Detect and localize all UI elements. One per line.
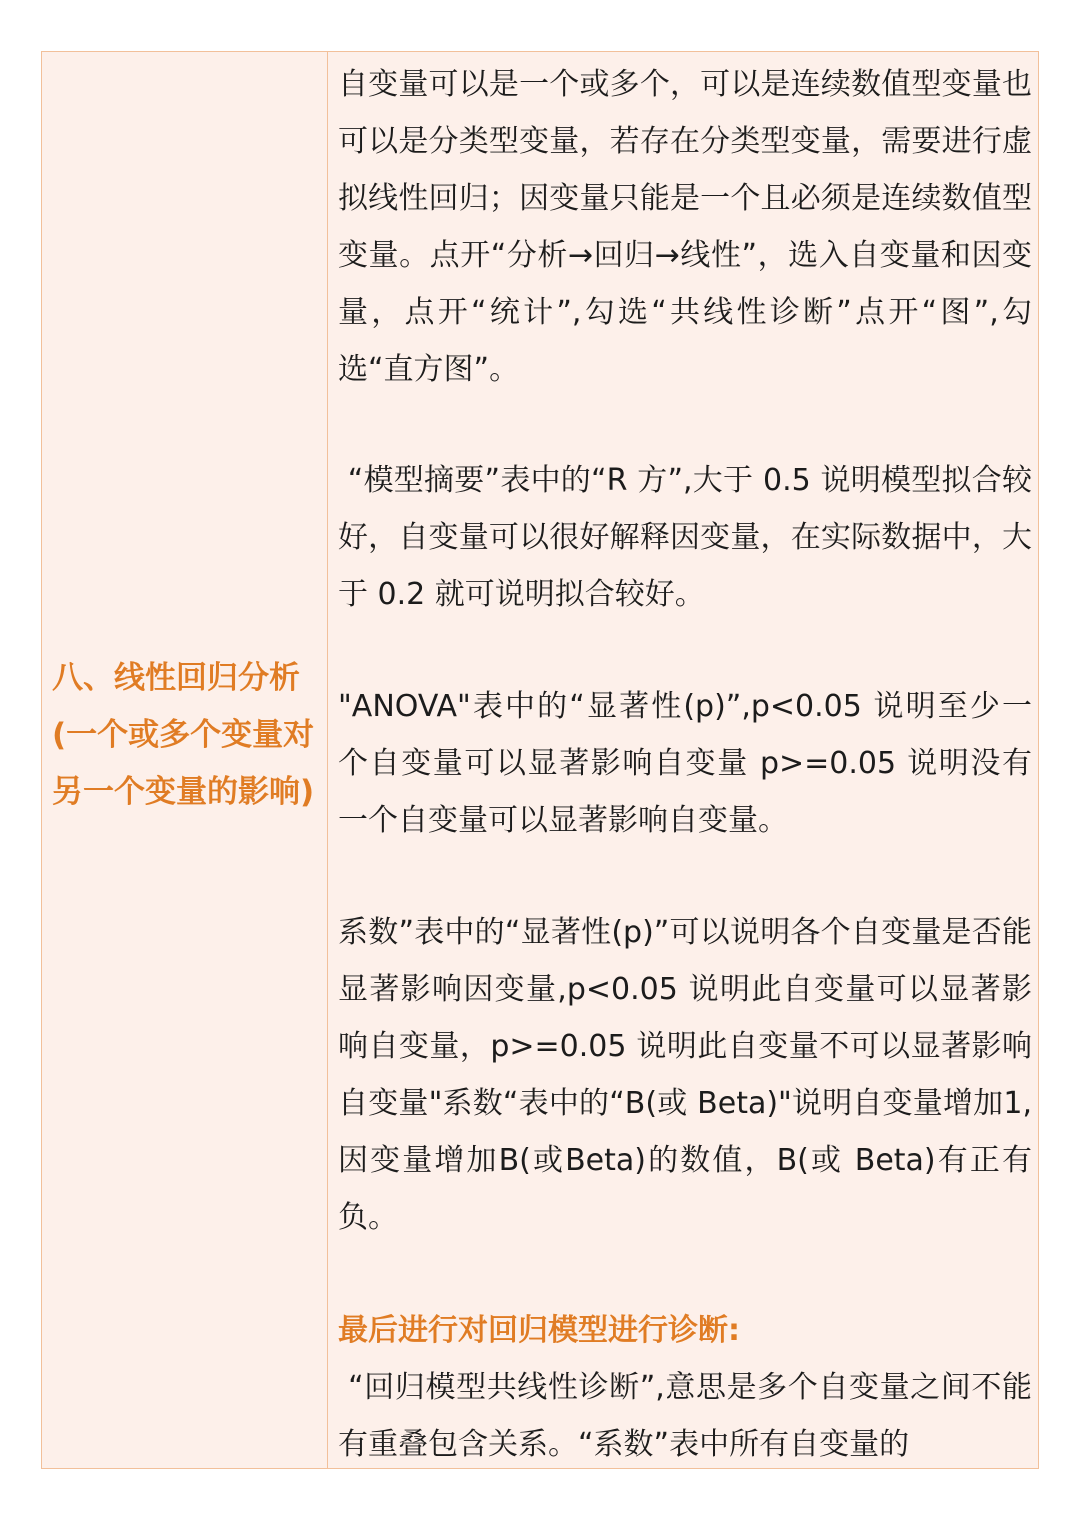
paragraph-model-summary: “模型摘要”表中的“R 方”,大于 0.5 说明模型拟合较好，自变量可以很好解释因变量，在实际数据中，大于 0.2 就可说明拟合较好。 [338,463,1032,612]
paragraph-variables-intro: 自变量可以是一个或多个，可以是连续数值型变量也可以是分类型变量，若存在分类型变量，需要进行虚拟线性回归；因变量只能是一个且必须是连续数值型变量。点开“分析→回归→线性”，选入自变量和因变量，点开“统计”,勾选“共线性诊断”点开“图”,勾选“直方图”。 [338,67,1032,387]
paragraph-collinearity: “回归模型共线性诊断”,意思是多个自变量之间不能有重叠包含关系。“系数”表中所有自变量的 [338,1370,1032,1462]
section-label-cell [42,52,328,1468]
paragraph-anova: "ANOVA"表中的“显著性(p)”,p<0.05 说明至少一个自变量可以显著影响自变量 p>=0.05 说明没有一个自变量可以显著影响自变量。 [338,689,1032,838]
section-title: 八、线性回归分析(一个或多个变量对另一个变量的影响) [52,660,315,810]
content-table [41,51,1039,1469]
diagnosis-heading: 最后进行对回归模型进行诊断: [338,1313,740,1348]
section-content-cell [338,52,1032,1468]
paragraph-coefficients: 系数”表中的“显著性(p)”可以说明各个自变量是否能显著影响因变量,p<0.05 说明此自变量可以显著影响自变量，p>=0.05 说明此自变量不可以显著影响自变量"系数“表中的“B(或 Beta)"说明自变量增加1,因变量增加B(或Beta)的数值，B(或 Beta)有正有负。 [338,915,1032,1235]
